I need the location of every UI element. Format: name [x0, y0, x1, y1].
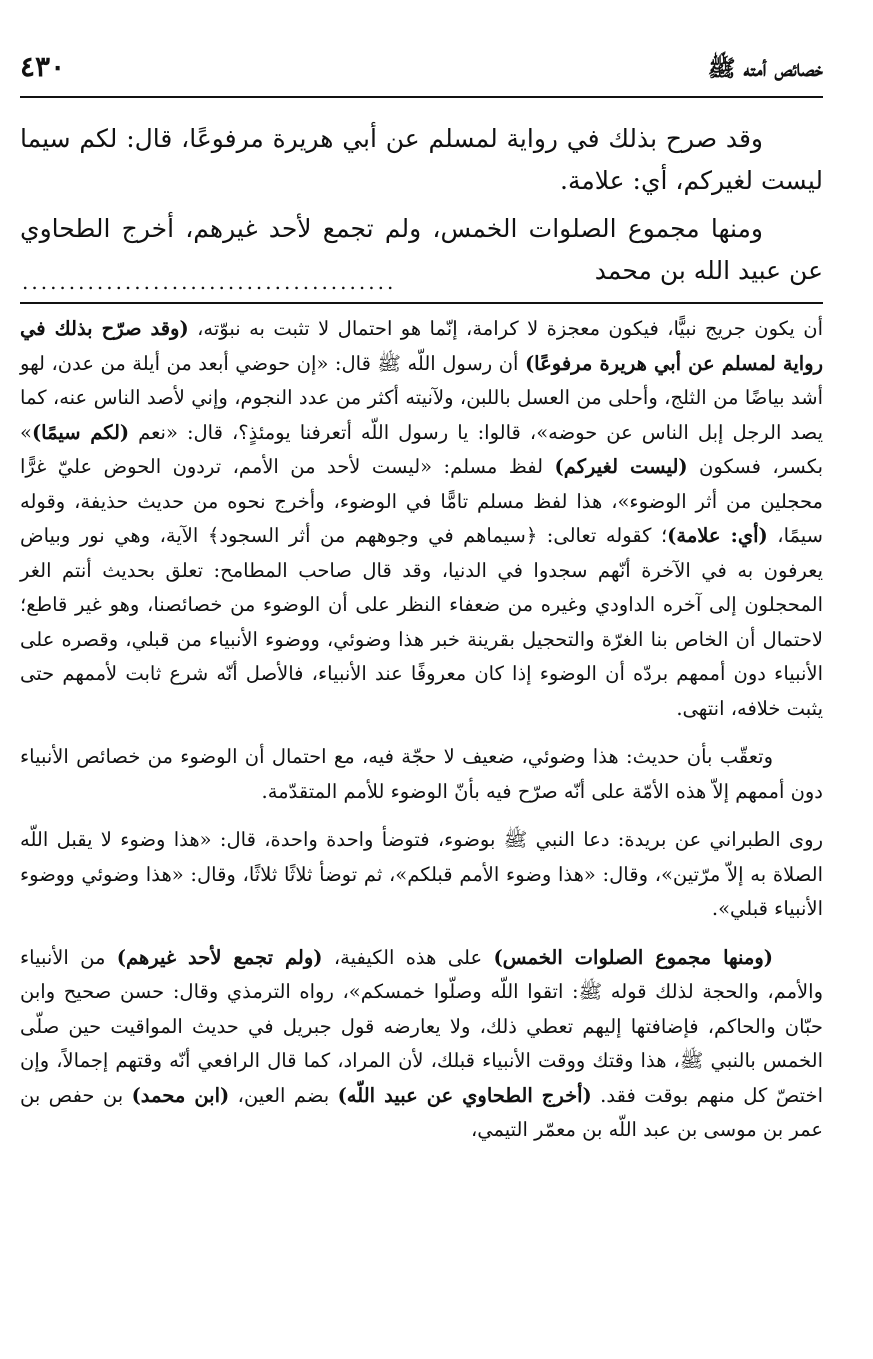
quoted-matn-segment: (لكم سيمًا) [31, 420, 130, 444]
main-paragraph-1: وقد صرح بذلك في رواية لمسلم عن أبي هريرة مرفوعًا، قال: لكم سيما ليست لغيركم، أي: علامة. [20, 124, 823, 195]
commentary-segment: على هذه الكيفية، [322, 945, 494, 969]
commentary-segment: بضم العين، [229, 1083, 338, 1107]
commentary-segment: من الأنبياء والأمم، والحجة لذلك قوله ﷺ: اتقوا اللّه وصلّوا خمسكم»، رواه الترمذي وقال: حسن صحيح وابن حبّان والحاكم، فإضافتها إليهم تعطي ذلك، ولا يعارضه قول جبريل في حديث المواقيت حين صلّى الخمس بالنبي ﷺ، هذا وقتك ووقت الأنبياء قبلك، لأن المراد، كما قال الرافعي أنّه وقتهم إجمالاً، وإن اختصّ كل منهم بوقت فقد. [20, 945, 823, 1107]
separator-line [20, 302, 823, 304]
quoted-matn-segment: (أخرج الطحاوي عن عبيد اللّه) [337, 1083, 592, 1107]
commentary-segment: أن يكون جريج نبيًّا، فيكون معجزة لا كرامة، إنّما هو احتمال لا تثبت به نبوّته، [188, 317, 824, 340]
main-paragraph-2: ومنها مجموع الصلوات الخمس، ولم تجمع لأحد غيرهم، أخرج الطحاوي عن عبيد الله بن محمد [20, 214, 823, 285]
commentary-segment: بن حفص بن عمر بن موسى بن عبد اللّه بن معمّر التيمي، [20, 1083, 823, 1141]
commentary-segment: لفظ مسلم: «ليست لأحد من الأمم، تردون الحوض عليّ غرًّا محجلين من أثر الوضوء»، هذا لفظ مسلم تامًّا في الوضوء، وأخرج نحوه من حديث حذيفة، وقوله سيمًا، [20, 455, 824, 547]
page-number: ٤٣٠ [20, 50, 66, 83]
quoted-matn-segment: (ليست لغيركم) [554, 455, 688, 478]
commentary-segment: أن رسول اللّه ﷺ قال: «إن حوضي أبعد من أيلة من عدن، لهو أشد بياضًا من الثلج، وأحلى من العسل باللبن، ولآنيته أكثر من عدد النجوم، وإني لأصد الناس عنه، كما يصد الرجل إبل الناس عن حوضه»، قالوا: يا رسول اللّه أتعرفنا يومئذٍ؟، قال: «نعم [20, 351, 823, 444]
continuation-dots: ........................................ [22, 270, 397, 294]
quoted-matn-segment: (وقد صرّح بذلك في رواية لمسلم عن أبي هريرة مرفوعًا) [20, 317, 823, 375]
commentary-paragraph-3: روى الطبراني عن بريدة: دعا النبي ﷺ بوضوء، فتوضأ واحدة واحدة، قال: «هذا وضوء لا يقبل اللّه الصلاة به إلاّ مرّتين»، وقال: «هذا وضوء الأمم قبلكم»، ثم توضأ ثلاثًا ثلاثًا، وقال: «هذا وضوئي ووضوء الأنبياء قبلي». [20, 828, 823, 920]
page-header [20, 44, 823, 98]
commentary-segment: ؛ كقوله تعالى: ﴿سيماهم في وجوههم من أثر السجود﴾ الآية، وهي نور وبياض يعرفون به في الآخرة أنّهم سجدوا في الدنيا، وقد قال صاحب المطامح: تعلق بحديث أنتم الغر المحجلون إلى آخره الداودي وغيره من ضعفاء النظر على أن الوضوء من خصائصنا، وهو غير قاطع؛ لاحتمال أن الخاص بنا الغرّة والتحجيل بقرينة خبر هذا وضوئي، ووضوء الأنبياء من قبلي، وقصره على الأنبياء دون أممهم بردّه أن الوضوء إذا كان معروفًا عند الأنبياء، فالأصل أنّه شرع ثابت لأممهم حتى يثبت خلافه، انتهى. [20, 524, 823, 720]
quoted-matn-segment: (ابن محمد) [131, 1083, 230, 1107]
quoted-matn-segment: (ولم تجمع لأحد غيرهم) [116, 945, 323, 969]
quoted-matn-segment: (ومنها مجموع الصلوات الخمس) [493, 945, 773, 969]
commentary-segment: » بكسر، فسكون [20, 420, 824, 478]
running-title: خصائص أمته ﷺ [707, 55, 823, 82]
commentary-paragraph-2: وتعقّب بأن حديث: هذا وضوئي، ضعيف لا حجّة فيه، مع احتمال أن الوضوء من خصائص الأنبياء دون أممهم إلاّ هذه الأمّة على أنّه صرّح فيه بأنّ الوضوء للأمم المتقدّمة. [20, 745, 823, 803]
commentary-paragraph-1 [20, 312, 823, 726]
commentary-text [20, 312, 823, 1162]
quoted-matn-segment: (أي: علامة) [667, 524, 768, 547]
commentary-paragraph-4 [20, 941, 823, 1148]
